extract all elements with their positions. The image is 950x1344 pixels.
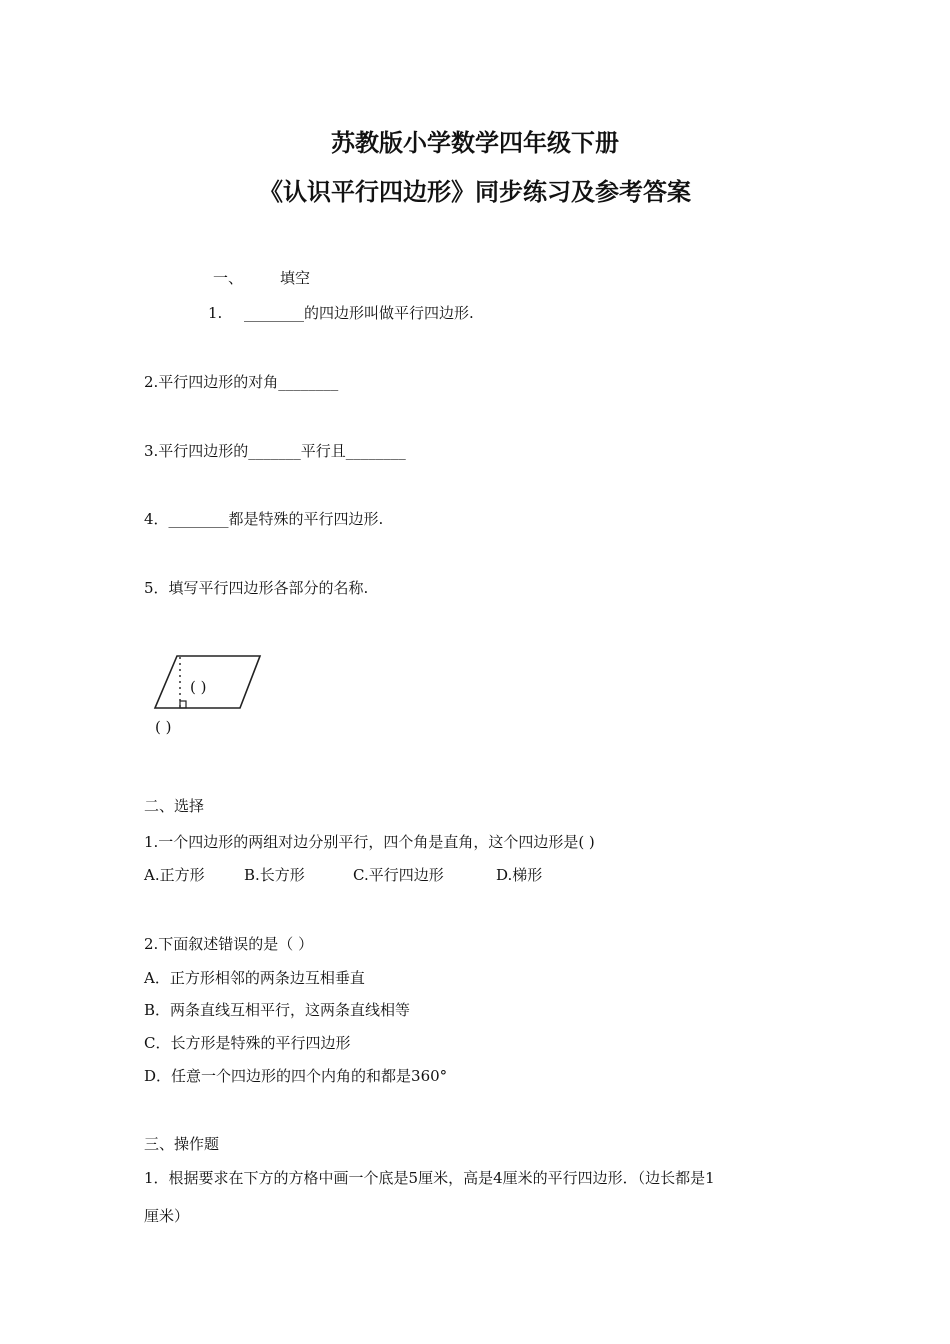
- choice-q1-option-b: B.长方形: [244, 866, 305, 884]
- document-title-line2: 《认识平行四边形》同步练习及参考答案: [259, 178, 691, 206]
- fill-q4: 4．________都是特殊的平行四边形.: [144, 510, 384, 528]
- choice-q1-option-c: C.平行四边形: [353, 866, 444, 884]
- fill-q3: 3.平行四边形的_______平行且________: [144, 442, 406, 460]
- fill-q2: 2.平行四边形的对角________: [144, 373, 339, 391]
- fill-q5: 5．填写平行四边形各部分的名称.: [144, 579, 369, 597]
- parallelogram-figure: [150, 648, 270, 742]
- section1-number: 一、: [213, 269, 244, 287]
- section1-heading: 填空: [280, 269, 311, 287]
- section2-heading: 二、选择: [144, 797, 205, 815]
- fill-q1-text: ________的四边形叫做平行四边形.: [244, 304, 474, 322]
- choice-q1-option-a: A.正方形: [144, 866, 205, 884]
- section3-heading: 三、操作题: [144, 1135, 220, 1153]
- figure-label-height: ( ): [190, 678, 207, 696]
- choice-q1-option-d: D.梯形: [496, 866, 543, 884]
- choice-q2-option-d: D．任意一个四边形的四个内角的和都是360°: [144, 1067, 448, 1085]
- document-title-line1: 苏教版小学数学四年级下册: [331, 129, 619, 157]
- operation-q1-line2: 厘米）: [144, 1207, 190, 1225]
- choice-q2-option-b: B．两条直线互相平行，这两条直线相等: [144, 1001, 411, 1019]
- choice-q2-option-a: A．正方形相邻的两条边互相垂直: [144, 969, 365, 987]
- operation-q1-line1: 1．根据要求在下方的方格中画一个底是5厘米，高是4厘米的平行四边形．（边长都是1: [144, 1169, 715, 1187]
- parallelogram-outline: [155, 656, 260, 708]
- figure-label-base: ( ): [155, 718, 172, 736]
- choice-q2-option-c: C．长方形是特殊的平行四边形: [144, 1034, 351, 1052]
- choice-q1: 1.一个四边形的两组对边分别平行，四个角是直角，这个四边形是( ): [144, 833, 595, 851]
- choice-q2: 2.下面叙述错误的是（ ）: [144, 935, 314, 953]
- fill-q1-number: 1.: [208, 304, 223, 322]
- right-angle-marker: [180, 701, 186, 708]
